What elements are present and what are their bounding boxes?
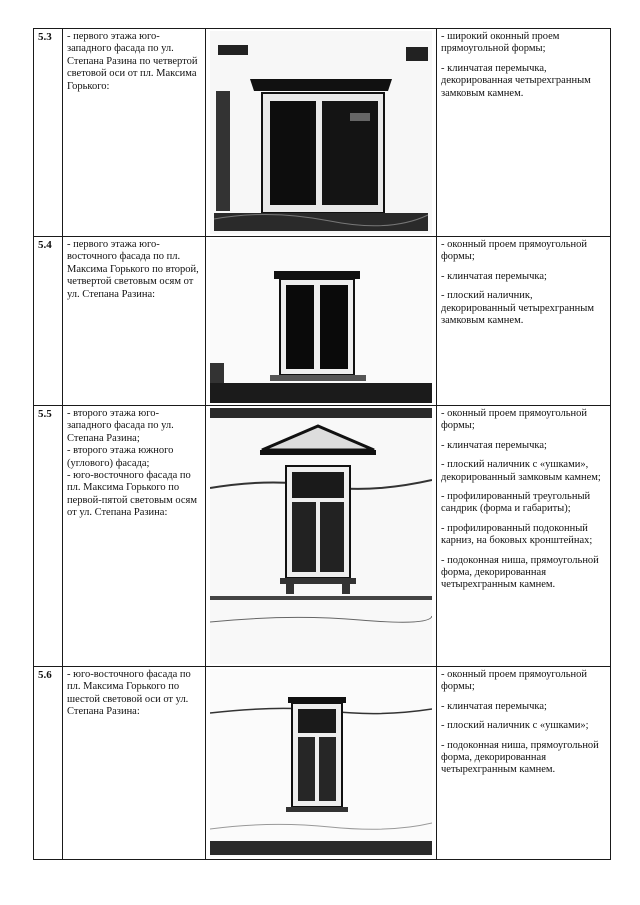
- location-text: - юго-восточного фасада по пл. Максима Горького по шестой световой оси от ул. Степана Разина:: [67, 669, 191, 718]
- location-text: - второго этажа южного (углового) фасада;: [67, 445, 174, 469]
- window-photo-image: [210, 31, 432, 234]
- location-cell: [63, 406, 206, 667]
- row-number: 5.4: [34, 237, 63, 406]
- window-photo: [206, 406, 437, 667]
- feature-item: - подоконная ниша, прямоугольной форма, декорированная четырехгранным камнем.: [441, 554, 599, 591]
- location-cell: [63, 237, 206, 406]
- window-photo: [206, 29, 437, 237]
- window-photo-image: [210, 408, 432, 664]
- feature-item: - плоский наличник, декорированный четырехгранным замковым камнем.: [441, 290, 594, 327]
- feature-item: - плоский наличник с «ушками», декорированный замковым камнем;: [441, 459, 601, 483]
- row-number: 5.5: [34, 406, 63, 667]
- window-photo: [206, 667, 437, 860]
- features-cell: [437, 237, 611, 406]
- table-row: [34, 667, 611, 860]
- table-row: [34, 406, 611, 667]
- feature-item: - оконный проем прямоугольной формы;: [441, 239, 588, 263]
- feature-item: - оконный проем прямоугольной формы;: [441, 408, 588, 432]
- row-number: 5.3: [34, 29, 63, 237]
- features-cell: [437, 406, 611, 667]
- feature-item: - профилированный треугольный сандрик (форма и габариты);: [441, 491, 591, 515]
- feature-item: - широкий оконный проем прямоугольной формы;: [441, 31, 560, 55]
- feature-item: - клинчатая перемычка, декорированная четырехгранным замковым камнем.: [441, 62, 591, 99]
- table-row: [34, 29, 611, 237]
- feature-item: - клинчатая перемычка;: [441, 439, 547, 451]
- location-text: - первого этажа юго-западного фасада по ул. Степана Разина по четвертой световой оси от пл. Максима Горького:: [67, 31, 198, 92]
- location-text: - второго этажа юго-западного фасада по ул. Степана Разина;: [67, 408, 174, 444]
- feature-item: - плоский наличник с «ушками»;: [441, 720, 589, 732]
- window-photo-image: [210, 239, 432, 403]
- features-cell: [437, 667, 611, 860]
- table-row: [34, 237, 611, 406]
- feature-item: - оконный проем прямоугольной формы;: [441, 669, 588, 693]
- window-spec-table: [33, 28, 611, 860]
- feature-item: - подоконная ниша, прямоугольной форма, декорированная четырехгранным камнем.: [441, 739, 599, 776]
- window-photo-image: [210, 669, 432, 857]
- features-cell: [437, 29, 611, 237]
- feature-item: - клинчатая перемычка;: [441, 270, 547, 282]
- window-photo: [206, 237, 437, 406]
- location-text: - юго-восточного фасада по пл. Максима Горького по первой-пятой световым осям от ул. Степана Разина:: [67, 470, 198, 519]
- location-cell: [63, 667, 206, 860]
- feature-item: - профилированный подоконный карниз, на боковых кронштейнах;: [441, 522, 593, 547]
- feature-item: - клинчатая перемычка;: [441, 700, 547, 712]
- location-cell: [63, 29, 206, 237]
- location-text: - первого этажа юго-восточного фасада по пл. Максима Горького по второй, четвертой световым осям от ул. Степана Разина:: [67, 239, 199, 300]
- row-number: 5.6: [34, 667, 63, 860]
